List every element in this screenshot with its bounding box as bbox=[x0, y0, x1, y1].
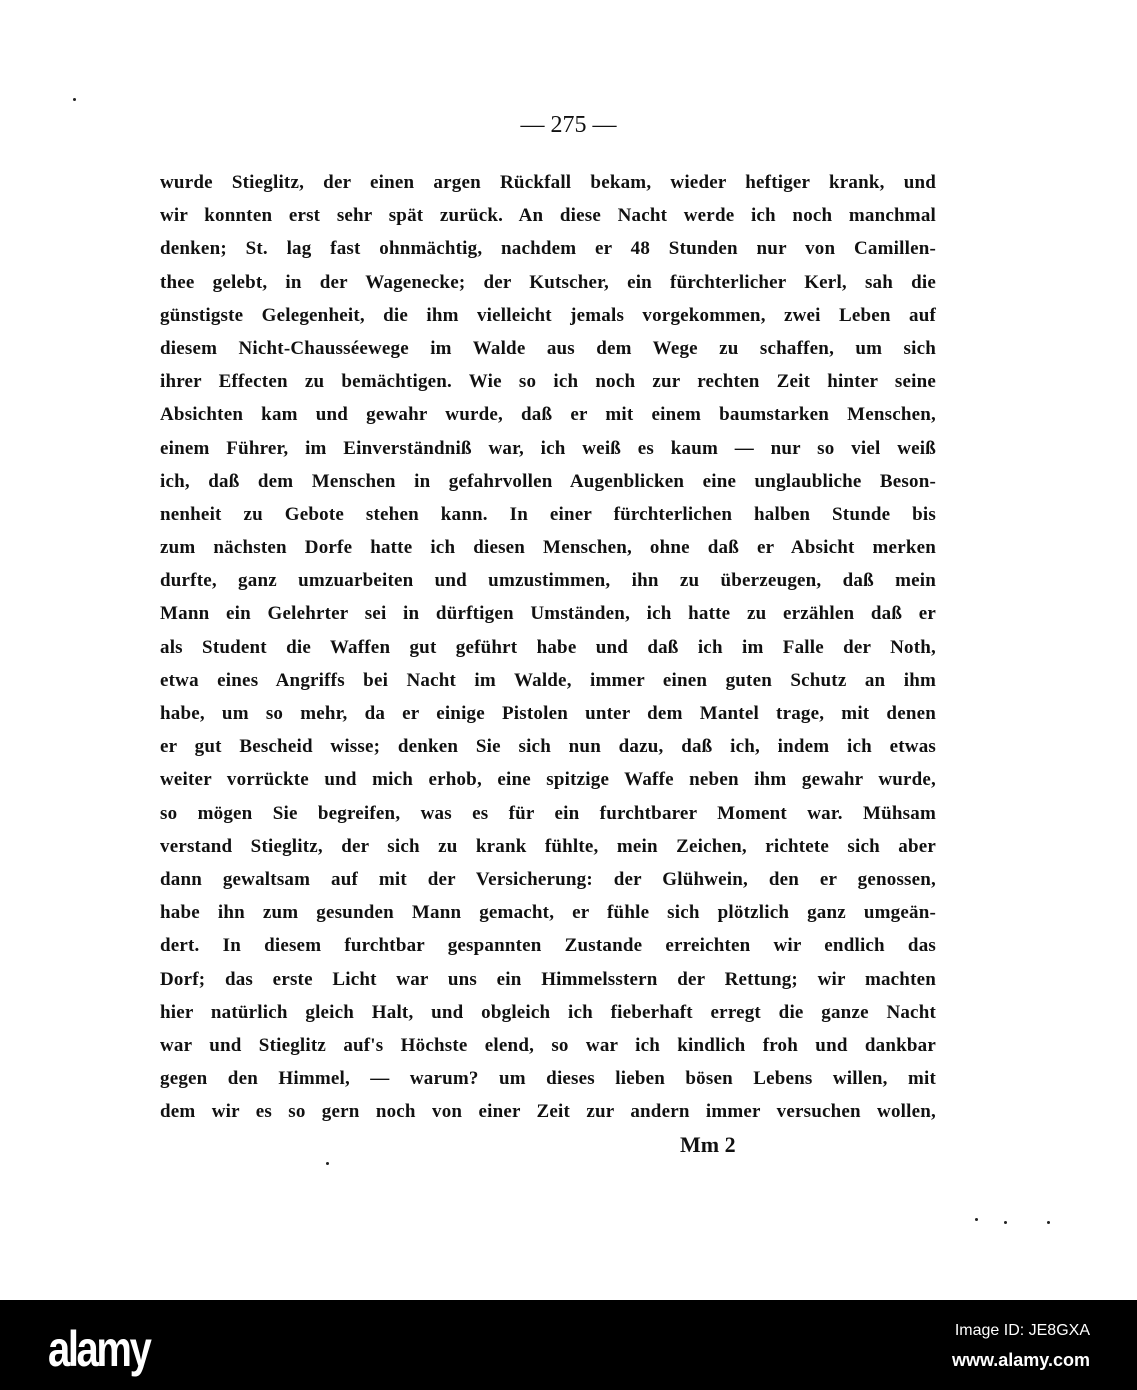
text-line: etwa eines Angriffs bei Nacht im Walde, immer einen guten Schutz an ihm bbox=[160, 669, 936, 691]
text-line: so mögen Sie begreifen, was es für ein furchtbarer Moment war. Mühsam bbox=[160, 802, 936, 824]
scan-speck bbox=[1047, 1221, 1050, 1224]
text-line: weiter vorrückte und mich erhob, eine spitzige Waffe neben ihm gewahr wurde, bbox=[160, 769, 936, 791]
text-line: er gut Bescheid wisse; denken Sie sich nun dazu, daß ich, indem ich etwas bbox=[160, 736, 936, 758]
scan-speck bbox=[975, 1218, 978, 1221]
text-line: Mann ein Gelehrter sei in dürftigen Umständen, ich hatte zu erzählen daß er bbox=[160, 603, 936, 625]
text-line: wir konnten erst sehr spät zurück. An diese Nacht werde ich noch manchmal bbox=[160, 205, 936, 227]
text-line: dem wir es so gern noch von einer Zeit zur andern immer versuchen wollen, bbox=[160, 1101, 936, 1123]
scan-speck bbox=[73, 98, 76, 101]
text-line: dert. In diesem furchtbar gespannten Zustande erreichten wir endlich das bbox=[160, 935, 936, 957]
signature-mark: Mm 2 bbox=[680, 1132, 736, 1157]
text-line: günstigste Gelegenheit, die ihm vielleicht jemals vorgekommen, zwei Leben auf bbox=[160, 304, 936, 326]
website-url: www.alamy.com bbox=[951, 1350, 1090, 1370]
text-line: wurde Stieglitz, der einen argen Rückfall bekam, wieder heftiger krank, und bbox=[160, 172, 936, 193]
text-line: ich, daß dem Menschen in gefahrvollen Augenblicken eine unglaubliche Beson- bbox=[160, 470, 936, 492]
text-line: verstand Stieglitz, der sich zu krank fühlte, mein Zeichen, richtete sich aber bbox=[160, 835, 936, 857]
text-line: thee gelebt, in der Wagenecke; der Kutscher, ein fürchterlicher Kerl, sah die bbox=[160, 271, 936, 293]
text-line: hier natürlich gleich Halt, und obgleich ich fieberhaft erregt die ganze Nacht bbox=[160, 1001, 936, 1023]
text-line: einem Führer, im Einverständniß war, ich weiß es kaum — nur so viel weiß bbox=[160, 437, 936, 459]
text-line: Absichten kam und gewahr wurde, daß er mit einem baumstarken Menschen, bbox=[160, 404, 936, 426]
body-text bbox=[160, 166, 936, 1128]
text-line: habe, um so mehr, da er einige Pistolen unter dem Mantel trage, mit denen bbox=[160, 703, 936, 724]
text-line: ihrer Effecten zu bemächtigen. Wie so ich noch zur rechten Zeit hinter seine bbox=[160, 371, 936, 393]
scan-speck bbox=[1004, 1221, 1007, 1224]
text-line: nenheit zu Gebote stehen kann. In einer fürchterlichen halben Stunde bis bbox=[160, 503, 936, 525]
image-id: Image ID: JE8GXA bbox=[954, 1322, 1090, 1339]
text-line: habe ihn zum gesunden Mann gemacht, er fühle sich plötzlich ganz umgeän- bbox=[160, 902, 936, 924]
watermark-footer bbox=[0, 1300, 1137, 1390]
alamy-logo: alamy bbox=[48, 1321, 150, 1377]
text-line: als Student die Waffen gut geführt habe und daß ich im Falle der Noth, bbox=[160, 636, 936, 658]
text-line: gegen den Himmel, — warum? um dieses lieben bösen Lebens willen, mit bbox=[160, 1068, 936, 1090]
text-line: diesem Nicht-Chausséewege im Walde aus dem Wege zu schaffen, um sich bbox=[160, 337, 936, 359]
page-number: — 275 — bbox=[520, 112, 617, 138]
text-line: zum nächsten Dorfe hatte ich diesen Menschen, ohne daß er Absicht merken bbox=[160, 537, 936, 559]
text-line: Dorf; das erste Licht war uns ein Himmelsstern der Rettung; wir machten bbox=[160, 968, 936, 990]
text-line: war und Stieglitz auf's Höchste elend, so war ich kindlich froh und dankbar bbox=[160, 1034, 936, 1056]
text-line: denken; St. lag fast ohnmächtig, nachdem er 48 Stunden nur von Camillen- bbox=[160, 238, 936, 260]
text-line: dann gewaltsam auf mit der Versicherung: der Glühwein, den er genossen, bbox=[160, 868, 936, 890]
scan-speck bbox=[326, 1162, 329, 1165]
text-line: durfte, ganz umzuarbeiten und umzustimmen, ihn zu überzeugen, daß mein bbox=[160, 570, 936, 592]
